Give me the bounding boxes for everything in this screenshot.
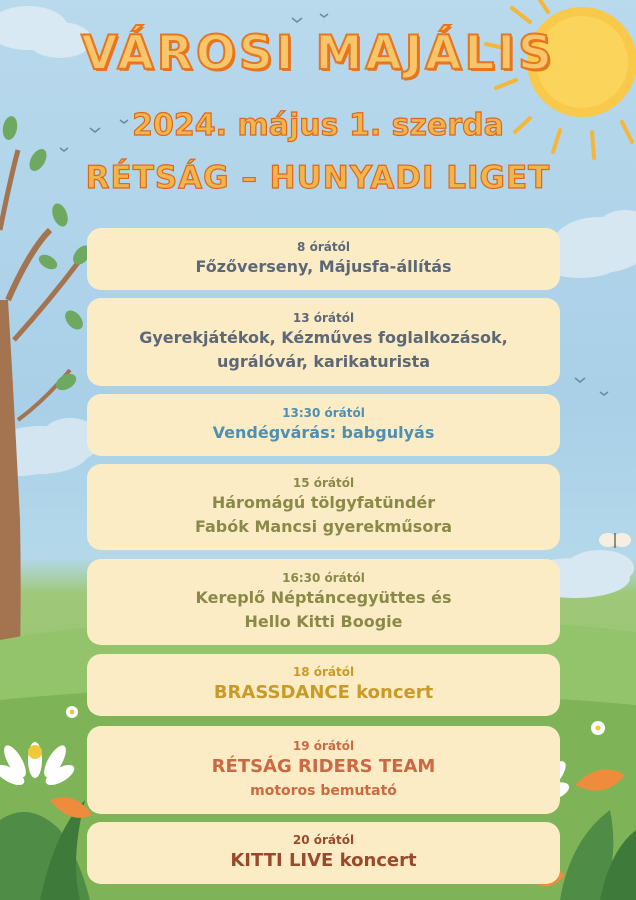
header [0, 0, 636, 225]
program-description: Hello Kitti Boogie [244, 612, 403, 631]
program-time: 15 órától [292, 476, 355, 490]
program-card [87, 228, 560, 290]
program-time: 18 órától [292, 665, 355, 679]
event-date: 2024. május 1. szerda [132, 108, 504, 143]
program-card [87, 464, 560, 550]
butterfly-icon [599, 533, 631, 548]
program-card [87, 822, 560, 884]
program-description: motoros bemutató [250, 783, 397, 799]
program-time: 13:30 órától [282, 406, 365, 420]
program-description: ugrálóvár, karikaturista [216, 352, 431, 371]
program-description: BRASSDANCE koncert [213, 682, 434, 703]
program-description: Vendégvárás: babgulyás [212, 423, 435, 442]
program-description: Gyerekjátékok, Kézműves foglalkozások, [139, 328, 508, 347]
program-time: 20 órától [292, 833, 355, 847]
program-card [87, 298, 560, 386]
page-title: VÁROSI MAJÁLIS [81, 26, 555, 81]
program-card [87, 394, 560, 456]
program-description: Kereplő Néptáncegyüttes és [195, 588, 452, 607]
program-description: KITTI LIVE koncert [230, 850, 417, 871]
program-time: 16:30 órától [282, 571, 365, 585]
program-description: Háromágú tölgyfatündér [211, 493, 436, 512]
program-time: 8 órától [297, 240, 350, 254]
program-time: 19 órától [292, 739, 355, 753]
program-description: RÉTSÁG RIDERS TEAM [211, 756, 436, 777]
program-card [87, 726, 560, 814]
program-description: Főzőverseny, Májusfa-állítás [195, 257, 452, 276]
program-card [87, 559, 560, 645]
program-card [87, 654, 560, 716]
program-description: Fabók Mancsi gyerekműsora [195, 517, 452, 536]
program-time: 13 órától [292, 311, 355, 325]
event-venue: RÉTSÁG – HUNYADI LIGET [85, 160, 551, 196]
